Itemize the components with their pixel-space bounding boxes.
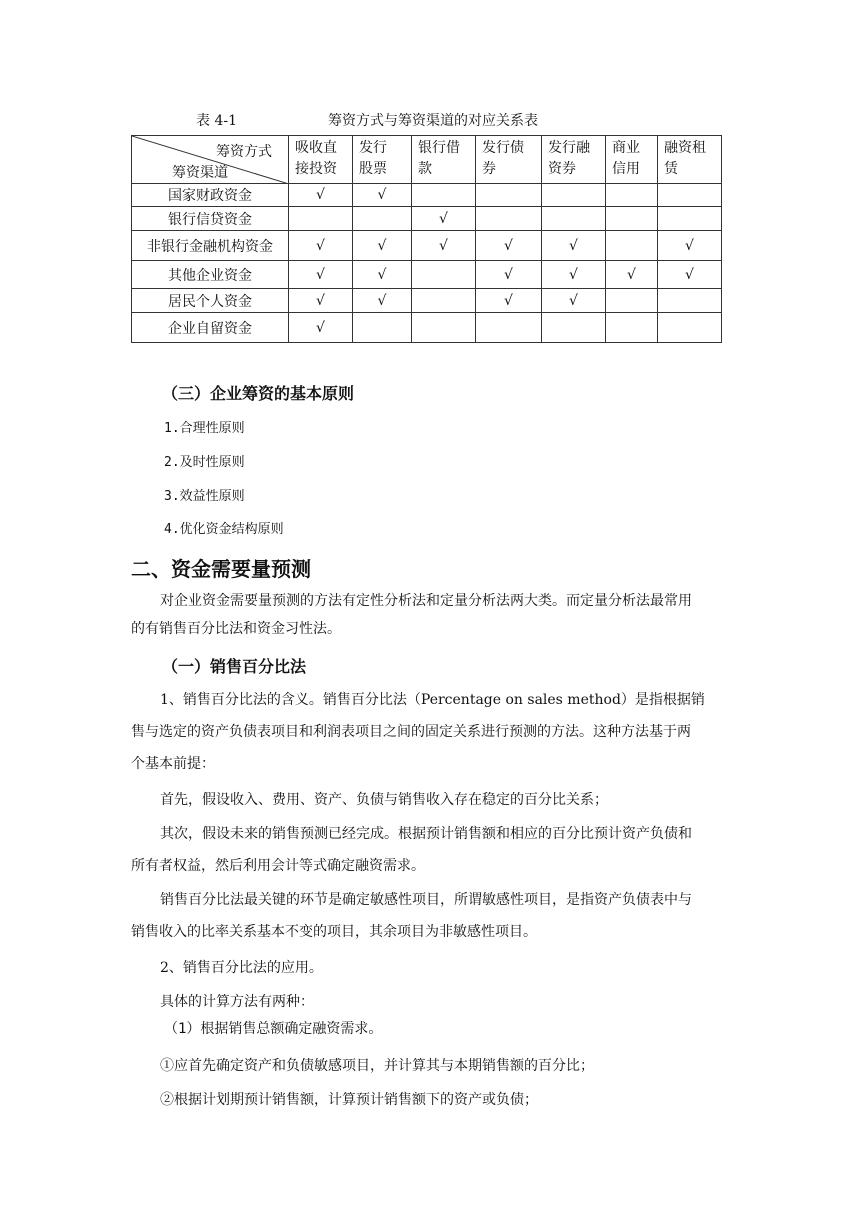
check-mark-cell: √ bbox=[542, 289, 606, 313]
empty-cell bbox=[606, 184, 658, 207]
check-mark-cell: √ bbox=[658, 261, 722, 289]
empty-cell bbox=[542, 207, 606, 231]
check-mark-cell: √ bbox=[353, 261, 412, 289]
row-label: 国家财政资金 bbox=[132, 184, 289, 207]
check-mark-cell: √ bbox=[289, 289, 353, 313]
empty-cell bbox=[476, 184, 542, 207]
table-row bbox=[132, 184, 722, 207]
empty-cell bbox=[353, 207, 412, 231]
column-header: 吸收直 接投资 bbox=[289, 136, 353, 184]
step-one: ①应首先确定资产和负债敏感项目，并计算其与本期销售额的百分比； bbox=[160, 1058, 594, 1074]
empty-cell bbox=[476, 207, 542, 231]
check-mark-cell: √ bbox=[606, 261, 658, 289]
table-corner-cell bbox=[132, 136, 289, 184]
check-mark-cell: √ bbox=[289, 231, 353, 261]
empty-cell bbox=[606, 313, 658, 343]
column-header: 商业 信用 bbox=[606, 136, 658, 184]
column-header: 发行 股票 bbox=[353, 136, 412, 184]
row-label: 企业自留资金 bbox=[132, 313, 289, 343]
empty-cell bbox=[476, 313, 542, 343]
empty-cell bbox=[353, 313, 412, 343]
check-mark-cell: √ bbox=[353, 184, 412, 207]
table-row bbox=[132, 313, 722, 343]
empty-cell bbox=[658, 313, 722, 343]
step-two: ②根据计划期预计销售额，计算预计销售额下的资产或负债； bbox=[160, 1092, 538, 1108]
methods-intro: 具体的计算方法有两种： bbox=[160, 994, 314, 1010]
empty-cell bbox=[542, 184, 606, 207]
table-row bbox=[132, 207, 722, 231]
empty-cell bbox=[412, 289, 476, 313]
principle-item: 3.效益性原则 bbox=[164, 489, 245, 504]
row-label: 其他企业资金 bbox=[132, 261, 289, 289]
row-label: 银行信贷资金 bbox=[132, 207, 289, 231]
column-header: 发行债 券 bbox=[476, 136, 542, 184]
principle-item: 4.优化资金结构原则 bbox=[164, 522, 284, 537]
table-row bbox=[132, 261, 722, 289]
row-label: 居民个人资金 bbox=[132, 289, 289, 313]
column-header: 发行融 资券 bbox=[542, 136, 606, 184]
empty-cell bbox=[289, 207, 353, 231]
principle-item: 2.及时性原则 bbox=[164, 455, 245, 470]
check-mark-cell: √ bbox=[476, 261, 542, 289]
empty-cell bbox=[658, 184, 722, 207]
intro-paragraph-line: 对企业资金需要量预测的方法有定性分析法和定量分析法两大类。而定量分析法最常用 bbox=[160, 593, 692, 609]
check-mark-cell: √ bbox=[289, 313, 353, 343]
check-mark-cell: √ bbox=[412, 231, 476, 261]
subsection-heading-sales-percentage: （一）销售百分比法 bbox=[162, 657, 307, 676]
check-mark-cell: √ bbox=[476, 289, 542, 313]
check-mark-cell: √ bbox=[476, 231, 542, 261]
application-heading: 2、销售百分比法的应用。 bbox=[160, 960, 323, 976]
empty-cell bbox=[606, 231, 658, 261]
check-mark-cell: √ bbox=[542, 231, 606, 261]
table-caption-title: 筹资方式与筹资渠道的对应关系表 bbox=[328, 113, 538, 129]
corner-label-channel: 筹资渠道 bbox=[172, 165, 228, 181]
empty-cell bbox=[658, 207, 722, 231]
table-row bbox=[132, 289, 722, 313]
check-mark-cell: √ bbox=[658, 231, 722, 261]
table-body bbox=[132, 184, 722, 343]
empty-cell bbox=[606, 207, 658, 231]
check-mark-cell: √ bbox=[353, 289, 412, 313]
principle-item: 1.合理性原则 bbox=[164, 421, 245, 436]
check-mark-cell: √ bbox=[289, 184, 353, 207]
empty-cell bbox=[412, 261, 476, 289]
check-mark-cell: √ bbox=[412, 207, 476, 231]
section-heading-forecast: 二、资金需要量预测 bbox=[131, 557, 311, 581]
premise-second: 其次，假设未来的销售预测已经完成。根据预计销售额和相应的百分比预计资产负债和 所有者权益，然后利用会计等式确定融资需求。 bbox=[131, 826, 692, 874]
empty-cell bbox=[658, 289, 722, 313]
empty-cell bbox=[606, 289, 658, 313]
method-one: （1）根据销售总额确定融资需求。 bbox=[164, 1021, 383, 1037]
column-header: 融资租 赁 bbox=[658, 136, 722, 184]
check-mark-cell: √ bbox=[542, 261, 606, 289]
row-label: 非银行金融机构资金 bbox=[132, 231, 289, 261]
check-mark-cell: √ bbox=[289, 261, 353, 289]
corner-label-method: 筹资方式 bbox=[216, 144, 272, 160]
column-header: 银行借 款 bbox=[412, 136, 476, 184]
definition-paragraph: 1、销售百分比法的含义。销售百分比法（Percentage on sales method）是指根据销 售与选定的资产负债表项目和利润表项目之间的固定关系进行预测的方法。这种方法基于两 个基本前提： bbox=[131, 692, 705, 772]
intro-paragraph-line: 的有销售百分比法和资金习性法。 bbox=[131, 621, 341, 637]
empty-cell bbox=[542, 313, 606, 343]
table-header-row bbox=[132, 136, 722, 184]
empty-cell bbox=[412, 313, 476, 343]
table-row bbox=[132, 231, 722, 261]
check-mark-cell: √ bbox=[353, 231, 412, 261]
financing-correspondence-table bbox=[131, 135, 722, 343]
empty-cell bbox=[412, 184, 476, 207]
table-caption-number: 表 4-1 bbox=[196, 113, 237, 129]
premise-first: 首先，假设收入、费用、资产、负债与销售收入存在稳定的百分比关系； bbox=[160, 792, 608, 808]
section-heading-principles: （三）企业筹资的基本原则 bbox=[162, 384, 355, 403]
sensitive-items-paragraph: 销售百分比法最关键的环节是确定敏感性项目，所谓敏感性项目，是指资产负债表中与 销售收入的比率关系基本不变的项目，其余项目为非敏感性项目。 bbox=[131, 892, 692, 940]
